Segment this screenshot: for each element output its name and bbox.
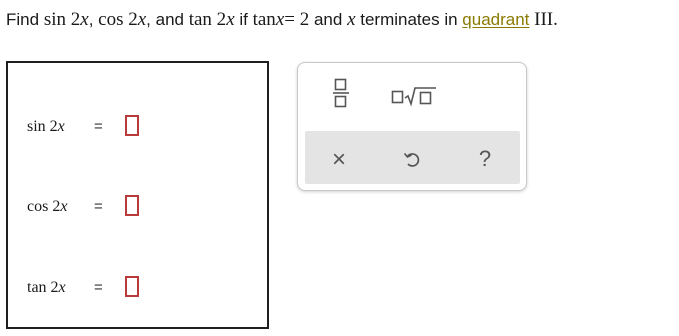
answer-row-sin <box>8 113 267 141</box>
clear-icon: × <box>331 146 346 173</box>
sin2x-input[interactable] <box>125 115 139 136</box>
undo-icon <box>400 147 424 171</box>
equals-sign: = <box>94 118 103 135</box>
clear-button[interactable] <box>327 148 351 172</box>
help-icon: ? <box>478 146 492 171</box>
answer-row-cos <box>8 193 267 221</box>
prompt-find: Find <box>6 10 40 29</box>
prompt-quadrant-num: III. <box>534 9 558 30</box>
question-prompt <box>6 6 674 34</box>
prompt-tan2x: tan 2x <box>188 9 235 30</box>
quadrant-link[interactable]: quadrant <box>462 10 530 29</box>
fraction-icon <box>332 77 350 109</box>
row-label-sin: sin 2x <box>27 118 65 135</box>
tan2x-input[interactable] <box>125 276 139 297</box>
prompt-terminates: terminates in <box>360 10 458 29</box>
sqrt-button[interactable] <box>390 85 438 107</box>
prompt-sin2x: sin 2x <box>43 9 89 30</box>
row-label-tan: tan 2x <box>27 279 66 296</box>
answer-box <box>6 61 269 329</box>
equals-sign: = <box>94 198 103 215</box>
prompt-if: if <box>239 10 248 29</box>
sqrt-icon <box>390 85 438 107</box>
help-button[interactable] <box>473 147 497 171</box>
cos2x-input[interactable] <box>125 195 139 216</box>
equals-sign: = <box>94 279 103 296</box>
prompt-var-x: x <box>347 9 356 30</box>
prompt-and: and <box>313 10 343 29</box>
prompt-sep1: , <box>88 10 94 29</box>
prompt-condition: tanx= 2 <box>252 9 310 30</box>
row-label-cos: cos 2x <box>27 198 68 215</box>
palette-action-bar <box>305 131 520 184</box>
prompt-sep2: , and <box>146 10 184 29</box>
math-tool-palette <box>297 62 527 191</box>
answer-row-tan <box>8 274 267 302</box>
fraction-button[interactable] <box>332 77 350 109</box>
prompt-cos2x: cos 2x <box>98 9 147 30</box>
undo-button[interactable] <box>400 147 424 171</box>
